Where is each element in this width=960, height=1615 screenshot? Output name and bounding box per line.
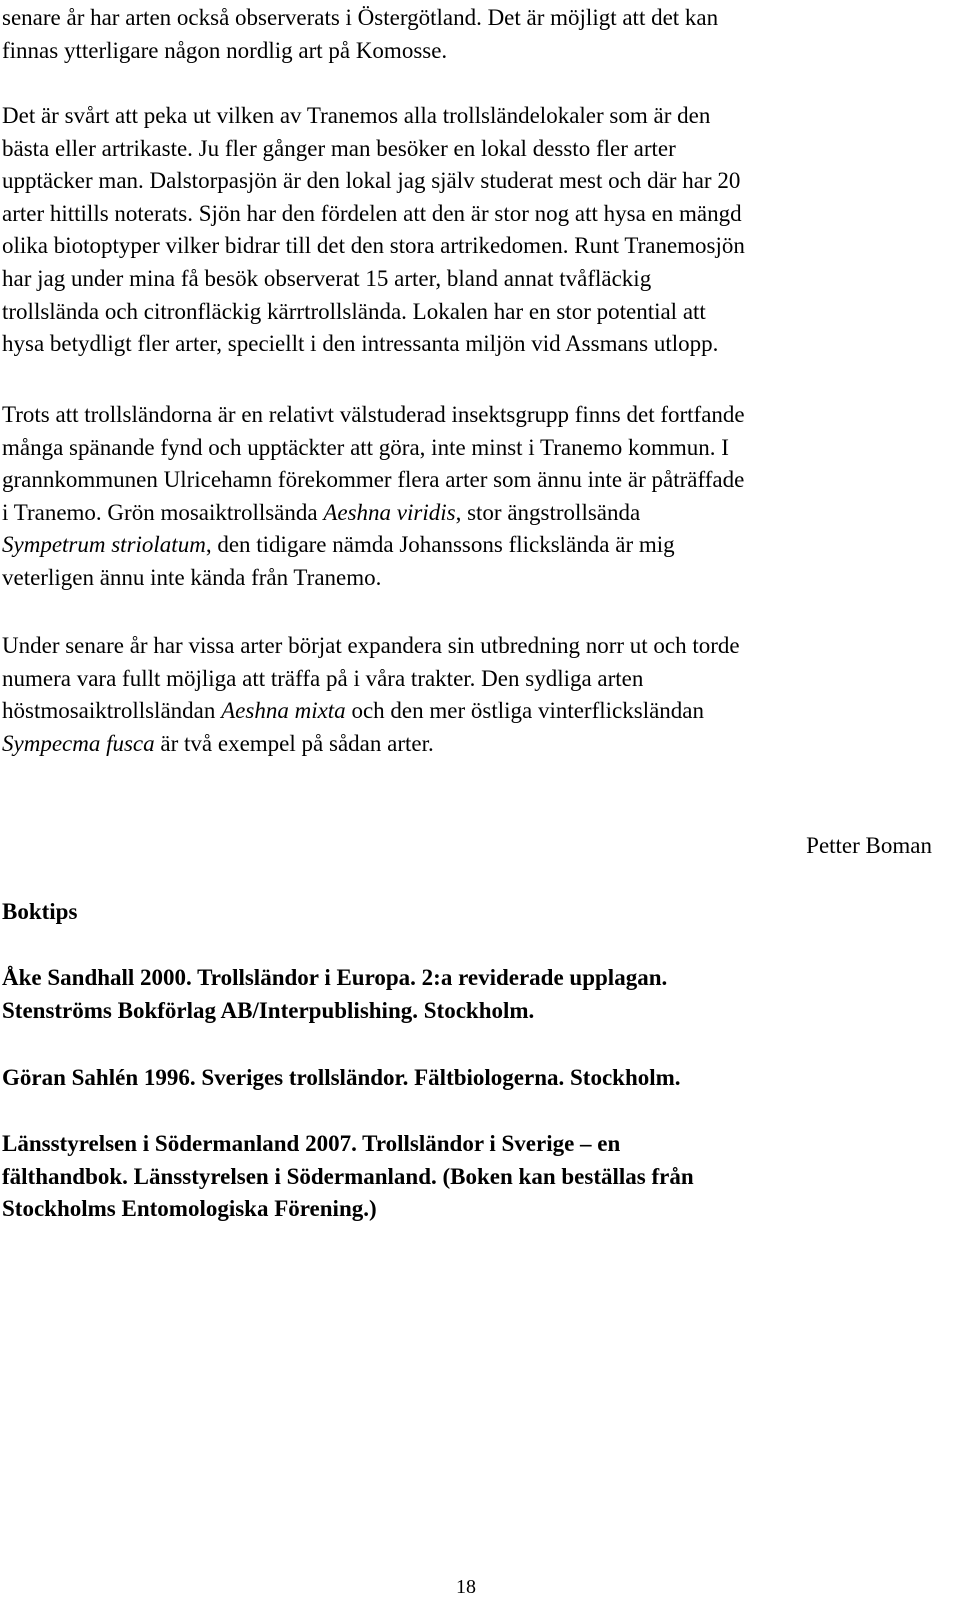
text-line: Åke Sandhall 2000. Trollsländor i Europa. 2:a reviderade upplagan.: [2, 965, 668, 990]
text-line: numera vara fullt möjliga att träffa på i våra trakter. Den sydliga arten: [2, 665, 644, 691]
text-segment: , stor ängstrollsända: [455, 499, 641, 525]
paragraph-expanding-species: [2, 630, 937, 760]
paragraph-continued: [2, 2, 937, 67]
text-segment: är två exempel på sådan arter.: [154, 730, 434, 756]
species-name: Sympecma fusca: [2, 730, 155, 756]
text-line: Länsstyrelsen i Södermanland 2007. Trollsländor i Sverige – en: [2, 1131, 621, 1156]
text-segment: , den tidigare nämda Johanssons flickslända är mig: [205, 532, 675, 558]
section-heading: Boktips: [2, 899, 78, 924]
text-line: Stenströms Bokförlag AB/Interpublishing. Stockholm.: [2, 997, 535, 1023]
text-line: hysa betydligt fler arter, speciellt i den intressanta miljön vid Assmans utlopp.: [2, 331, 719, 357]
text-line: arter hittills noterats. Sjön har den fördelen att den är stor nog att hysa en mängd: [2, 200, 742, 226]
reference-item: [2, 1128, 937, 1226]
text-line: [2, 728, 937, 761]
text-line: [2, 695, 937, 728]
text-line: har jag under mina få besök observerat 15 arter, bland annat tvåfläckig: [2, 265, 652, 291]
author-signature: Petter Boman: [806, 833, 932, 858]
text-line: många spänande fynd och upptäckter att göra, inte minst i Tranemo kommun. I: [2, 434, 729, 460]
text-line: olika biotoptyper vilker bidrar till det den stora artrikedomen. Runt Tranemosjön: [2, 233, 745, 259]
species-name: Sympetrum striolatum: [2, 532, 206, 558]
text-segment: i Tranemo. Grön mosaiktrollsända: [2, 499, 324, 525]
text-line: finnas ytterligare någon nordlig art på Komosse.: [2, 37, 448, 63]
text-line: senare år har arten också observerats i Östergötland. Det är möjligt att det kan: [2, 5, 719, 30]
species-name: Aeshna viridis: [323, 499, 456, 525]
text-line: Under senare år har vissa arter börjat expandera sin utbredning norr ut och torde: [2, 633, 740, 658]
paragraph-dragonfly-sites: [2, 100, 937, 361]
reference-item: [2, 962, 937, 1027]
text-line: bästa eller artrikaste. Ju fler gånger man besöker en lokal dessto fler arter: [2, 135, 676, 161]
text-line: grannkommunen Ulricehamn förekommer flera arter som ännu inte är påträffade: [2, 467, 745, 493]
text-line: Göran Sahlén 1996. Sveriges trollsländor. Fältbiologerna. Stockholm.: [2, 1065, 681, 1090]
paragraph-future-finds: [2, 399, 937, 595]
page-number: 18: [456, 1576, 476, 1598]
text-segment: höstmosaiktrollsländan: [2, 698, 222, 724]
text-line: veterligen ännu inte kända från Tranemo.: [2, 564, 382, 590]
text-line: trollslända och citronfläckig kärrtrollslända. Lokalen har en stor potential att: [2, 298, 706, 324]
text-segment: och den mer östliga vinterflicksländan: [345, 698, 704, 724]
text-line: [2, 529, 937, 562]
reference-item: [2, 1062, 937, 1095]
species-name: Aeshna mixta: [221, 698, 346, 724]
text-line: Stockholms Entomologiska Förening.): [2, 1196, 377, 1222]
text-line: Det är svårt att peka ut vilken av Tranemos alla trollsländelokaler som är den: [2, 103, 711, 128]
text-line: fälthandbok. Länsstyrelsen i Södermanland. (Boken kan beställas från: [2, 1163, 694, 1189]
text-line: upptäcker man. Dalstorpasjön är den lokal jag själv studerat mest och där har 20: [2, 168, 741, 194]
text-line: [2, 497, 937, 530]
text-line: Trots att trollsländorna är en relativt välstuderad insektsgrupp finns det fortfande: [2, 402, 745, 427]
